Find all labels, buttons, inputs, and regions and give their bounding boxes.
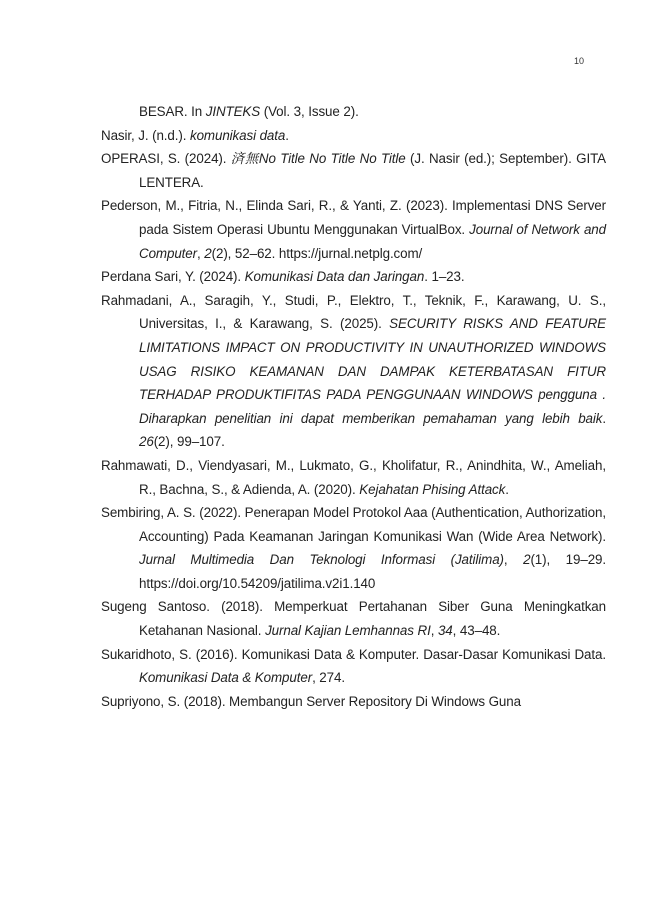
reference-text: OPERASI, S. (2024). (101, 151, 231, 167)
reference-italic-text: 2 (523, 552, 531, 568)
reference-text: , (430, 623, 438, 639)
reference-entry (101, 194, 606, 265)
reference-text: Sukaridhoto, S. (2016). Komunikasi Data & Komputer. Dasar-Dasar Komunikasi Data. (101, 646, 606, 662)
reference-italic-text: 済無No Title No Title No Title (230, 151, 406, 167)
reference-entry (101, 124, 606, 148)
reference-italic-text: Jurnal Multimedia Dan Teknologi Informasi (Jatilima) (139, 552, 504, 568)
reference-entry-continued (101, 100, 606, 124)
reference-text: Perdana Sari, Y. (2024). (101, 269, 245, 285)
reference-entry (101, 147, 606, 194)
reference-italic-text: JINTEKS (205, 104, 261, 119)
reference-text: . (285, 127, 289, 143)
reference-italic-text: SECURITY RISKS AND FEATURE LIMITATIONS IMPACT ON PRODUCTIVITY IN UNAUTHORIZED WINDOWS USAG RISIKO KEAMANAN DAN DAMPAK KETERBATASAN FITUR TERHADAP PRODUKTIFITAS PADA PENGGUNAAN WINDOWS pengguna . Diharapkan penelitian ini dapat memberikan pemahaman yang lebih baik (139, 316, 607, 426)
reference-text: (2), 99–107. (153, 434, 225, 450)
reference-text: BESAR. In (139, 104, 206, 119)
reference-text: Sugeng Santoso. (2018). Memperkuat Pertahanan Siber Guna Meningkatkan Ketahanan Nasional. (101, 599, 606, 639)
reference-entry (101, 595, 606, 642)
reference-text: , (503, 552, 524, 568)
reference-text: , 43–48. (452, 623, 501, 639)
reference-italic-text: Jurnal Kajian Lemhannas RI (265, 623, 431, 639)
reference-text: . 1–23. (424, 269, 465, 285)
page-number: 10 (573, 56, 584, 66)
reference-text: Rahmadani, A., Saragih, Y., Studi, P., Elektro, T., Teknik, F., Karawang, U. S., Universitas, I., & Karawang, S. (2025). (101, 292, 606, 332)
reference-italic-text: 26 (139, 434, 154, 450)
reference-list (101, 100, 606, 713)
reference-italic-text: 34 (437, 623, 453, 639)
reference-entry (101, 643, 606, 690)
reference-italic-text: komunikasi data (189, 127, 286, 143)
reference-text: , (197, 245, 205, 261)
reference-italic-text: Kejahatan Phising Attack (359, 481, 506, 497)
reference-text: . (602, 410, 606, 426)
reference-entry (101, 690, 606, 714)
reference-text: Supriyono, S. (2018). Membangun Server Repository Di Windows Guna (101, 693, 521, 709)
reference-text: , 274. (312, 670, 345, 686)
reference-entry (101, 454, 606, 501)
reference-text: Rahmawati, D., Viendyasari, M., Lukmato, G., Kholifatur, R., Anindhita, W., Ameliah, R., Bachna, S., & Adienda, A. (2020). (101, 457, 606, 497)
reference-text: Pederson, M., Fitria, N., Elinda Sari, R., & Yanti, Z. (2023). Implementasi DNS Server pada Sistem Operasi Ubuntu Menggunakan VirtualBox. (101, 198, 606, 237)
reference-text: (J. Nasir (ed.); September). GITA LENTERA. (139, 151, 606, 190)
reference-text: (1), 19–29. https://doi.org/10.54209/jatilima.v2i1.140 (139, 552, 607, 591)
reference-italic-text: 2 (204, 245, 212, 261)
reference-text: . (505, 481, 509, 497)
reference-italic-text: Journal of Network and Computer (139, 221, 606, 261)
reference-italic-text: Komunikasi Data & Komputer (139, 670, 313, 686)
reference-entry (101, 265, 606, 289)
reference-text: Nasir, J. (n.d.). (101, 127, 190, 143)
reference-entry (101, 289, 606, 454)
reference-text: (2), 52–62. https://jurnal.netplg.com/ (211, 245, 423, 261)
reference-text: (Vol. 3, Issue 2). (260, 104, 359, 119)
reference-italic-text: Komunikasi Data dan Jaringan (244, 269, 425, 285)
reference-entry (101, 501, 606, 595)
reference-text: Sembiring, A. S. (2022). Penerapan Model Protokol Aaa (Authentication, Authorization, Accounting) Pada Keamanan Jaringan Komunikasi Wan (Wide Area Network). (101, 505, 606, 544)
